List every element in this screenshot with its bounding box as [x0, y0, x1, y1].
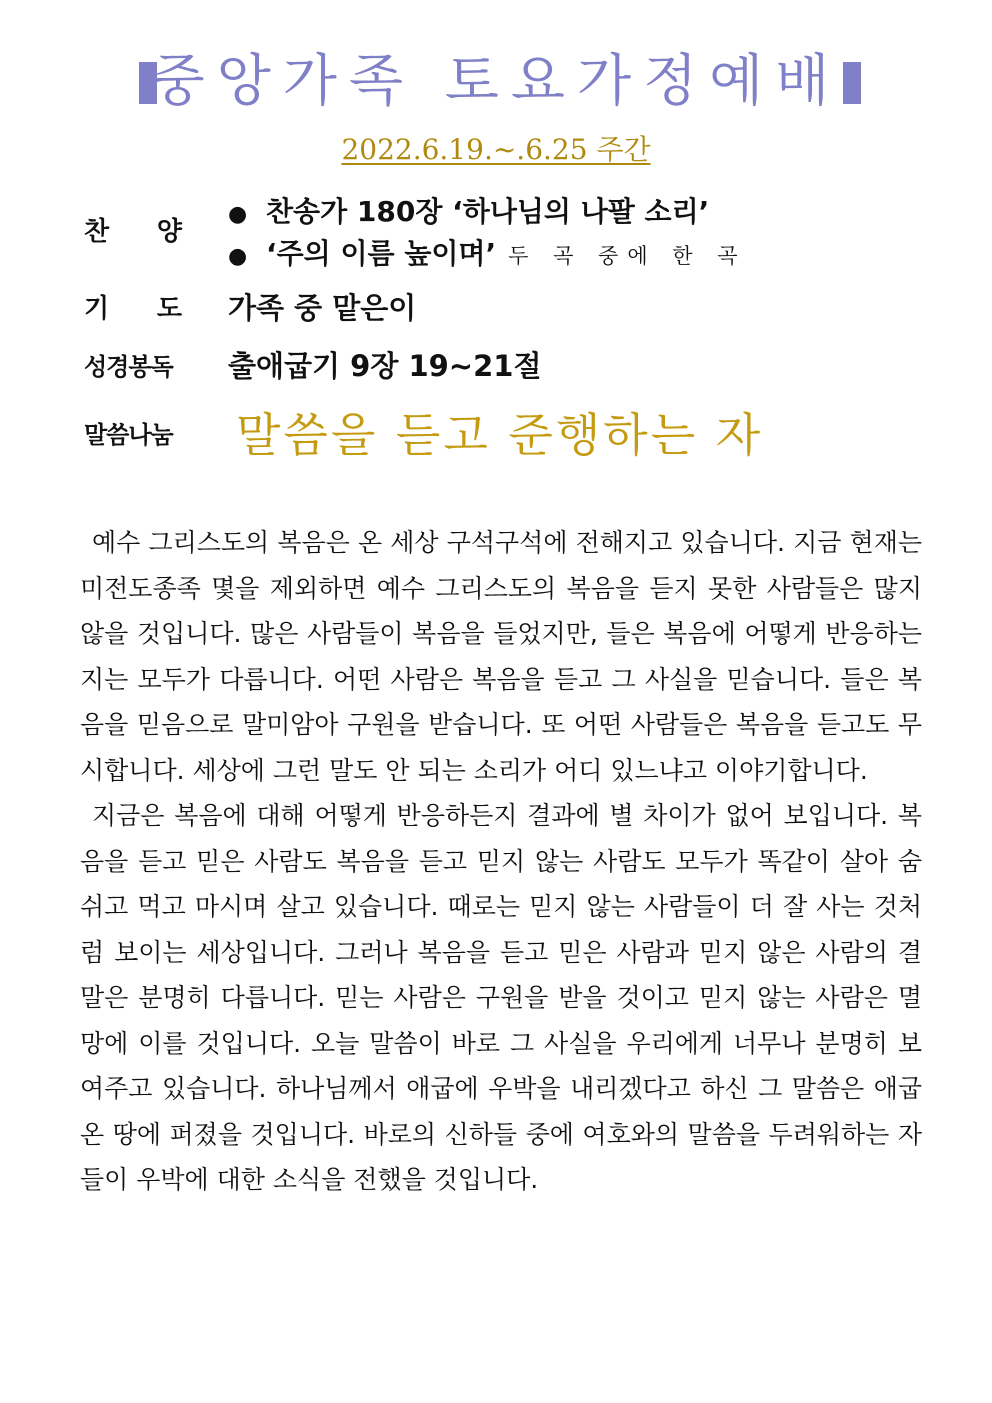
bullet-icon: ●	[228, 244, 248, 269]
bullet-icon: ●	[228, 202, 248, 227]
hymn-label	[84, 215, 182, 249]
prayer-value: 가족 중 맡은이	[228, 291, 417, 325]
sermon-paragraph-1: 예수 그리스도의 복음은 온 세상 구석구석에 전해지고 있습니다. 지금 현재는 미전도종족 몇을 제외하면 예수 그리스도의 복음을 듣지 못한 사람들은 많지 않을 것입니다. 많은 사람들이 복음을 들었지만, 들은 복음에 어떻게 반응하는지는 모두가 다릅니다. 어떤 사람은 복음을 듣고 그 사실을 믿습니다. 들은 복음을 믿음으로 말미암아 구원을 받습니다. 또 어떤 사람들은 복음을 듣고도 무시합니다. 세상에 그런 말도 안 되는 소리가 어디 있느냐고 이야기합니다.	[80, 528, 922, 785]
date-range-text: 2022.6.19.~.6.25 주간	[341, 133, 651, 166]
page-title: 중앙가족 토요가정예배	[150, 49, 842, 114]
title-bar-right-decoration	[843, 62, 861, 104]
sermon-title: 말씀을 듣고 준행하는 자	[236, 408, 764, 462]
hymn-label-char-2: 양	[156, 217, 182, 247]
sermon-paragraph-2: 지금은 복음에 대해 어떻게 반응하든지 결과에 별 차이가 없어 보입니다. 복음을 듣고 믿은 사람도 복음을 듣고 믿지 않는 사람도 모두가 똑같이 살아 숨 쉬고 먹고 마시며 살고 있습니다. 때로는 믿지 않는 사람들이 더 잘 사는 것처럼 보이는 세상입니다. 그러나 복음을 듣고 믿은 사람과 믿지 않은 사람의 결말은 분명히 다릅니다. 믿는 사람은 구원을 받을 것이고 믿지 않는 사람은 멸망에 이를 것입니다. 오늘 말씀이 바로 그 사실을 우리에게 너무나 분명히 보여주고 있습니다. 하나님께서 애굽에 우박을 내리겠다고 하신 그 말씀은 애굽 온 땅에 퍼졌을 것입니다. 바로의 신하들 중에 여호와의 말씀을 두려워하는 자들이 우박에 대한 소식을 전했을 것입니다.	[80, 801, 922, 1194]
hymn-option-1	[228, 192, 709, 235]
sermon-body	[80, 520, 922, 1203]
hymn-label-char-1: 찬	[84, 217, 110, 247]
hymn-option-2-text: ‘주의 이름 높이며’	[266, 237, 497, 270]
reading-value: 출애굽기 9장 19~21절	[228, 349, 542, 383]
prayer-label	[84, 292, 182, 326]
title-row	[0, 42, 992, 122]
prayer-label-char-2: 도	[156, 294, 182, 324]
prayer-label-char-1: 기	[84, 294, 110, 324]
hymn-choice-note: 두 곡 중에 한 곡	[508, 244, 747, 268]
date-range	[0, 130, 992, 170]
sermon-label: 말씀나눔	[84, 421, 173, 449]
reading-label: 성경봉독	[84, 353, 173, 381]
hymn-option-2	[228, 234, 747, 277]
hymn-option-1-text: 찬송가 180장 ‘하나님의 나팔 소리’	[266, 195, 710, 228]
